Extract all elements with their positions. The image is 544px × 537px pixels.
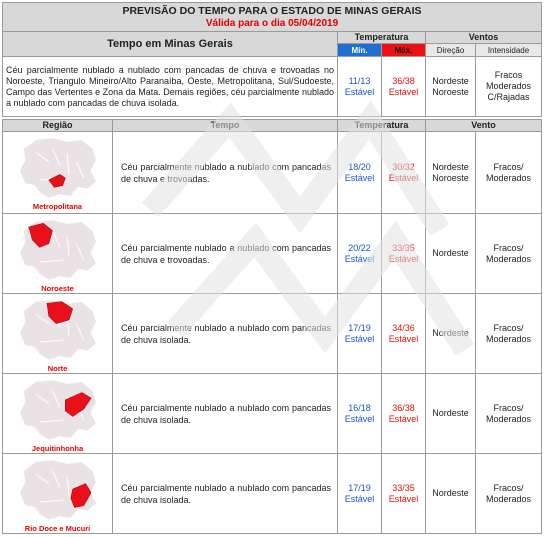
region-name: Noroeste (41, 284, 74, 293)
region-row (3, 374, 542, 454)
region-max (382, 214, 426, 294)
region-intensity-1: Fracos/ (493, 482, 524, 493)
region-min-value: 16/18 (348, 402, 371, 413)
region-min-value: 20/22 (348, 242, 371, 253)
summary-table (2, 2, 542, 117)
summary-max (382, 57, 426, 117)
wind-column-header: Vento (426, 120, 542, 132)
region-max-trend: Estável (388, 413, 419, 424)
region-max-trend: Estável (388, 253, 419, 264)
region-weather: Céu parcialmente nublado a nublado com pancadas de chuva isolada. (113, 374, 338, 454)
direction-header: Direção (426, 44, 476, 57)
region-row (3, 294, 542, 374)
region-min-trend: Estável (344, 493, 375, 504)
region-intensity-1: Fracos/ (493, 242, 524, 253)
summary-max-trend: Estável (388, 86, 419, 97)
section-title: Tempo em Minas Gerais (3, 32, 338, 57)
region-map-icon (10, 376, 106, 444)
region-max-value: 33/35 (392, 242, 415, 253)
temperature-header: Temperatura (338, 32, 426, 44)
region-weather: Céu parcialmente nublado a nublado com pancadas de chuva e trovoadas. (113, 132, 338, 214)
region-max-value: 33/35 (392, 482, 415, 493)
region-min-trend: Estável (344, 253, 375, 264)
region-direction (426, 294, 476, 374)
summary-direction-1: Nordeste (432, 75, 469, 86)
winds-header: Ventos (426, 32, 542, 44)
region-row (3, 132, 542, 214)
region-intensity-1: Fracos/ (493, 322, 524, 333)
summary-max-value: 36/38 (392, 75, 415, 86)
intensity-header: Intensidade (476, 44, 542, 57)
region-map-icon (10, 134, 106, 202)
region-map-cell (3, 294, 113, 374)
region-max (382, 294, 426, 374)
region-intensity-2: Moderados (486, 493, 532, 504)
region-min (338, 374, 382, 454)
region-weather: Céu parcialmente nublado a nublado com pancadas de chuva isolada. (113, 454, 338, 534)
region-column-header: Região (3, 120, 113, 132)
document-title: PREVISÃO DO TEMPO PARA O ESTADO DE MINAS GERAIS (122, 4, 422, 17)
region-weather: Céu parcialmente nublado a nublado com pancadas de chuva e trovoadas. (113, 214, 338, 294)
region-max-value: 34/36 (392, 322, 415, 333)
summary-direction-2: Noroeste (432, 86, 469, 97)
validity-date: Válida para o dia 05/04/2019 (205, 17, 339, 29)
summary-direction (426, 57, 476, 117)
summary-min-trend: Estável (344, 86, 375, 97)
region-direction (426, 374, 476, 454)
region-intensity (476, 214, 542, 294)
region-min-trend: Estável (344, 413, 375, 424)
region-intensity-2: Moderados (486, 253, 532, 264)
region-name: Metropolitana (32, 202, 83, 211)
region-name: Rio Doce e Mucuri (24, 524, 91, 533)
region-direction (426, 214, 476, 294)
region-direction-1: Nordeste (432, 161, 469, 172)
region-direction (426, 132, 476, 214)
region-max-trend: Estável (388, 333, 419, 344)
region-min (338, 454, 382, 534)
region-direction-2: Noroeste (432, 172, 469, 183)
region-max-value: 36/38 (392, 402, 415, 413)
region-intensity (476, 454, 542, 534)
region-intensity-2: Moderados (486, 413, 532, 424)
region-direction (426, 454, 476, 534)
temperature-column-header: Temperatura (338, 120, 426, 132)
region-direction-1: Nordeste (432, 488, 469, 498)
summary-min-value: 11/13 (348, 75, 371, 86)
region-max-value: 30/32 (392, 161, 415, 172)
region-map-icon (10, 456, 106, 524)
region-min-value: 17/19 (348, 482, 371, 493)
region-map-icon (10, 296, 106, 364)
region-min-value: 18/20 (348, 161, 371, 172)
document-header (3, 3, 542, 32)
region-intensity-2: Moderados (486, 333, 532, 344)
region-max (382, 454, 426, 534)
region-min (338, 132, 382, 214)
summary-intensity-3: C/Rajadas (487, 92, 530, 102)
region-intensity (476, 374, 542, 454)
region-map-cell (3, 132, 113, 214)
region-map-icon (10, 216, 106, 284)
min-header: Mín. (338, 44, 382, 57)
region-intensity-2: Moderados (486, 172, 532, 183)
summary-intensity-1: Fracos (494, 70, 523, 80)
regions-table (2, 119, 542, 534)
region-min-trend: Estável (344, 172, 375, 183)
max-header: Máx. (382, 44, 426, 57)
region-row (3, 454, 542, 534)
region-direction-1: Nordeste (432, 408, 469, 418)
region-max-trend: Estável (388, 493, 419, 504)
region-min-trend: Estável (344, 333, 375, 344)
region-map-cell (3, 454, 113, 534)
region-min (338, 294, 382, 374)
weather-column-header: Tempo (113, 120, 338, 132)
region-row (3, 214, 542, 294)
summary-intensity-2: Moderados (485, 81, 532, 91)
region-min-value: 17/19 (348, 322, 371, 333)
region-intensity (476, 132, 542, 214)
region-name: Norte (47, 364, 68, 373)
summary-text: Céu parcialmente nublado a nublado com pancadas de chuva e trovoadas no Noroeste, Triangulo Mineiro/Alto Paranaíba, Oeste, Metropolitana, Sul/Sudoeste, Campo das Vertentes e Zona da Mata. Demais regiões, céu parcialmente nublado a nublado com pancadas de chuva isolada. (3, 57, 338, 117)
summary-min (338, 57, 382, 117)
region-map-cell (3, 214, 113, 294)
region-max-trend: Estável (388, 172, 419, 183)
forecast-document (2, 2, 541, 534)
region-weather: Céu parcialmente nublado a nublado com pancadas de chuva isolada. (113, 294, 338, 374)
summary-intensity (476, 57, 542, 117)
region-direction-1: Nordeste (432, 248, 469, 258)
region-map-cell (3, 374, 113, 454)
region-max (382, 374, 426, 454)
region-max (382, 132, 426, 214)
region-name: Jequitinhonha (31, 444, 84, 453)
region-intensity-1: Fracos/ (493, 402, 524, 413)
region-intensity (476, 294, 542, 374)
region-direction-1: Nordeste (432, 328, 469, 338)
region-min (338, 214, 382, 294)
region-intensity-1: Fracos/ (493, 161, 524, 172)
